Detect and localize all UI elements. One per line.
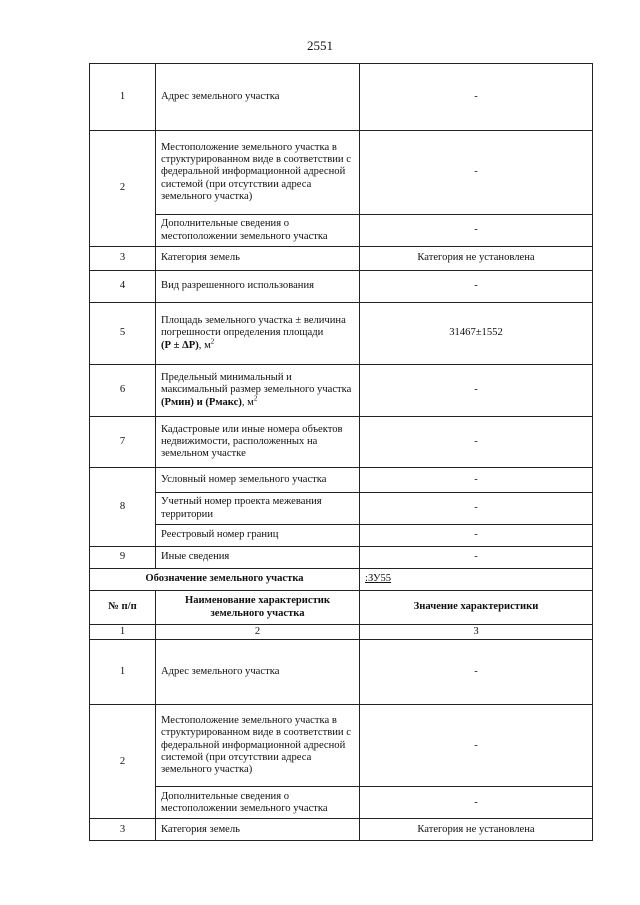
area-formula: (Р ± ΔР) — [161, 339, 199, 351]
table-row — [90, 525, 593, 547]
characteristic-value: - — [360, 417, 593, 468]
plot-designation-label: Обозначение земельного участка — [90, 569, 360, 591]
characteristic-value: - — [360, 215, 593, 247]
characteristic-value: - — [360, 787, 593, 819]
size-formula: (Рмин) и (Рмакс) — [161, 396, 242, 408]
characteristic-value: - — [360, 468, 593, 493]
characteristic-value: Категория не установлена — [360, 819, 593, 841]
row-number: 6 — [90, 365, 156, 417]
table-row — [90, 64, 593, 131]
characteristic-name: Условный номер земельного участка — [156, 468, 360, 493]
table-header-row — [90, 591, 593, 625]
characteristic-value: - — [360, 271, 593, 303]
table-row — [90, 303, 593, 365]
table-row — [90, 819, 593, 841]
row-number: 9 — [90, 547, 156, 569]
characteristic-value: - — [360, 547, 593, 569]
characteristic-value: - — [360, 493, 593, 525]
row-number: 7 — [90, 417, 156, 468]
table-row — [90, 271, 593, 303]
row-number: 3 — [90, 819, 156, 841]
characteristic-name-text: Площадь земельного участка ± величина погрешности определения площади — [161, 315, 346, 339]
characteristic-name: Местоположение земельного участка в структурированном виде в соответствии с федеральной информационной адресной системой (при отсутствии адреса земельного участка) — [156, 705, 360, 787]
size-unit: , м — [241, 396, 254, 408]
row-number: 4 — [90, 271, 156, 303]
table-row — [90, 468, 593, 493]
row-number: 2 — [90, 131, 156, 247]
characteristic-name: Адрес земельного участка — [156, 640, 360, 705]
plot-designation-cell — [360, 569, 593, 591]
characteristic-name: Категория земель — [156, 819, 360, 841]
row-number: 1 — [90, 640, 156, 705]
land-plot-characteristics-table — [89, 63, 593, 841]
area-unit: , м — [198, 339, 211, 351]
table-row — [90, 247, 593, 271]
characteristic-name — [156, 365, 360, 417]
characteristic-value: - — [360, 131, 593, 215]
characteristic-value: - — [360, 705, 593, 787]
characteristic-value: 31467±1552 — [360, 303, 593, 365]
table-row — [90, 215, 593, 247]
plot-designation-value: :ЗУ55 — [365, 573, 392, 585]
characteristic-name: Реестровый номер границ — [156, 525, 360, 547]
table-row — [90, 365, 593, 417]
characteristic-name: Вид разрешенного использования — [156, 271, 360, 303]
header-characteristic-value: Значение характеристики — [360, 591, 593, 625]
characteristic-name: Иные сведения — [156, 547, 360, 569]
characteristic-name: Категория земель — [156, 247, 360, 271]
characteristic-name: Учетный номер проекта межевания территории — [156, 493, 360, 525]
table-row — [90, 640, 593, 705]
table-row — [90, 417, 593, 468]
unit-power: 2 — [253, 394, 258, 403]
header-number: № п/п — [90, 591, 156, 625]
characteristic-name: Местоположение земельного участка в структурированном виде в соответствии с федеральной информационной адресной системой (при отсутствии адреса земельного участка) — [156, 131, 360, 215]
characteristic-name: Адрес земельного участка — [156, 64, 360, 131]
characteristic-name: Дополнительные сведения о местоположении земельного участка — [156, 787, 360, 819]
characteristic-value: - — [360, 525, 593, 547]
table-row — [90, 787, 593, 819]
row-number: 2 — [90, 705, 156, 819]
row-number: 1 — [90, 64, 156, 131]
unit-power: 2 — [210, 337, 215, 346]
characteristic-name — [156, 303, 360, 365]
row-number: 3 — [90, 247, 156, 271]
column-number-row — [90, 625, 593, 640]
table-row — [90, 131, 593, 215]
characteristic-value: - — [360, 640, 593, 705]
table-row — [90, 705, 593, 787]
column-number: 1 — [90, 625, 156, 640]
column-number: 2 — [156, 625, 360, 640]
row-number: 8 — [90, 468, 156, 547]
characteristic-name: Кадастровые или иные номера объектов недвижимости, расположенных на земельном участке — [156, 417, 360, 468]
characteristic-value: - — [360, 64, 593, 131]
row-number: 5 — [90, 303, 156, 365]
characteristic-name: Дополнительные сведения о местоположении земельного участка — [156, 215, 360, 247]
table-row — [90, 547, 593, 569]
header-characteristic-name: Наименование характеристик земельного участка — [156, 591, 360, 625]
characteristic-value: Категория не установлена — [360, 247, 593, 271]
table-row — [90, 493, 593, 525]
characteristic-value: - — [360, 365, 593, 417]
column-number: 3 — [360, 625, 593, 640]
plot-designation-row — [90, 569, 593, 591]
page-number: 2551 — [307, 38, 333, 53]
characteristic-name-text: Предельный минимальный и максимальный размер земельного участка — [161, 372, 352, 396]
